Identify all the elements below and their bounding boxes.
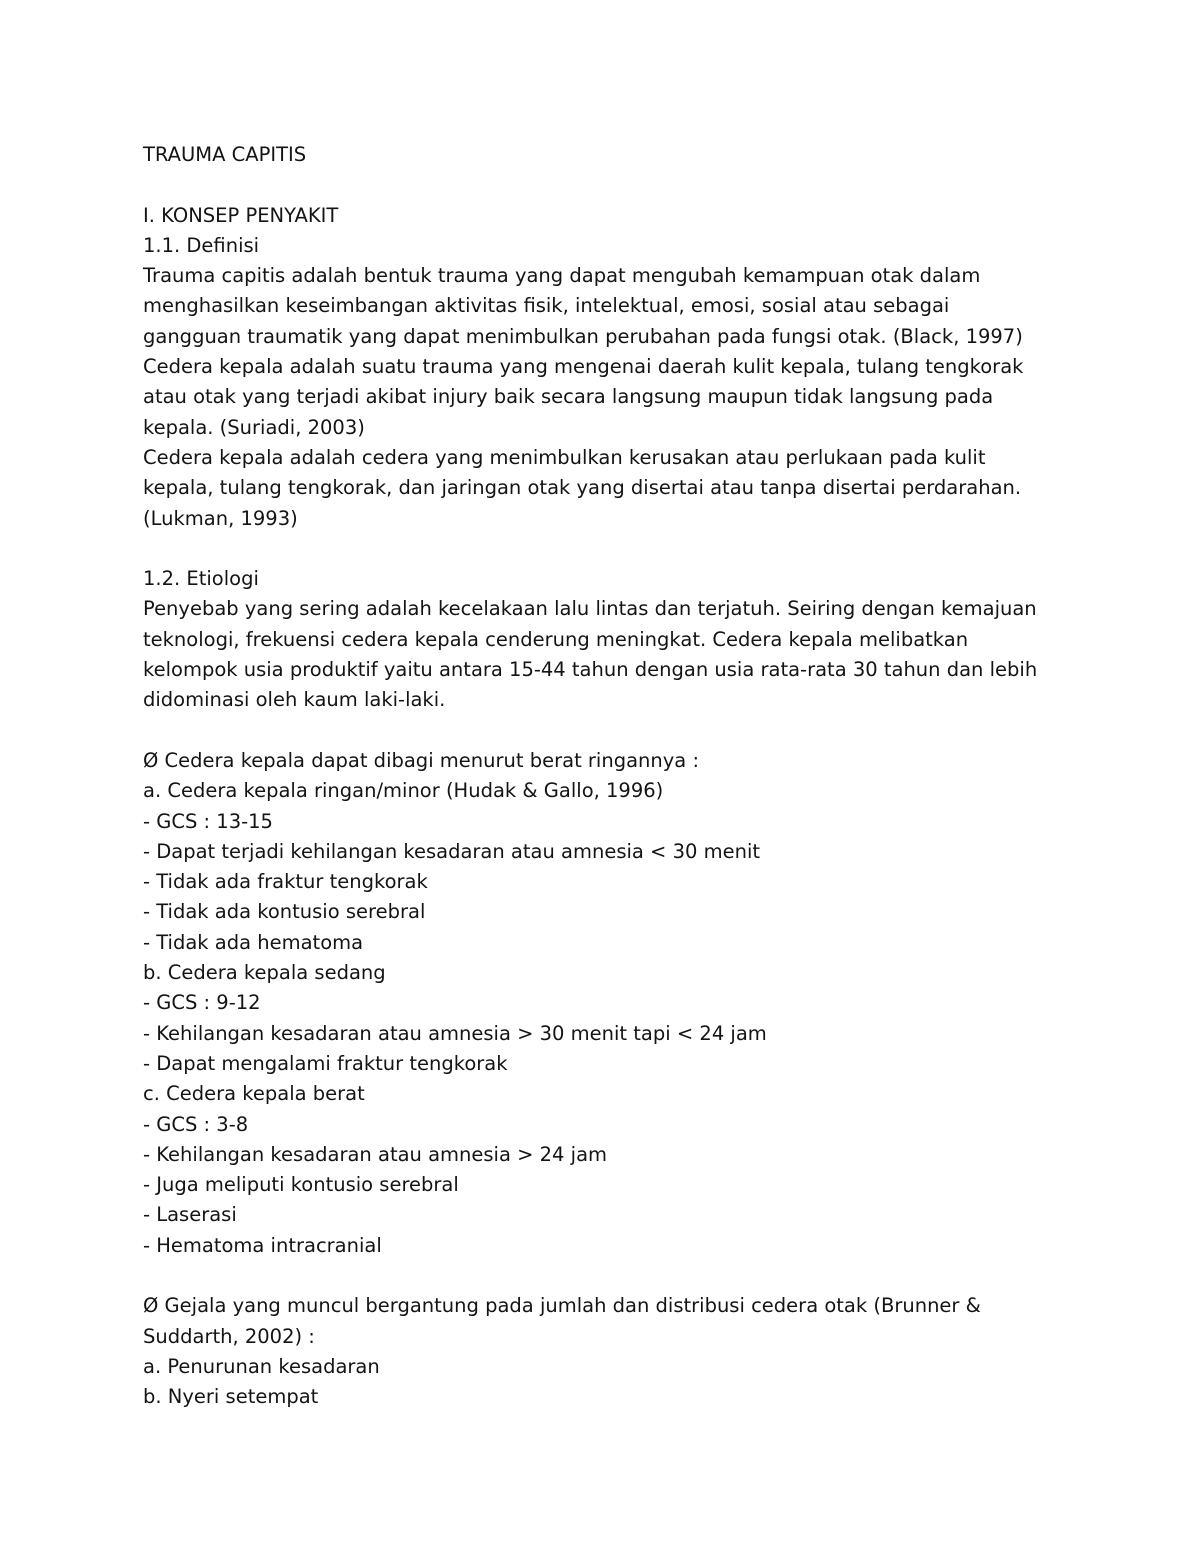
paragraph-line: kepala, tulang tengkorak, dan jaringan otak yang disertai atau tanpa disertai perdarahan. [143, 476, 1022, 500]
blank-line [143, 170, 1083, 200]
document-body [143, 140, 1083, 1412]
list-item: - Laserasi [143, 1203, 237, 1227]
list-item: Ø Cedera kepala dapat dibagi menurut berat ringannya : [143, 748, 700, 772]
list-item: a. Penurunan kesadaran [143, 1354, 380, 1378]
list-item: - Dapat terjadi kehilangan kesadaran atau amnesia < 30 menit [143, 839, 761, 863]
list-item: - GCS : 9-12 [143, 991, 261, 1015]
list-item: Suddarth, 2002) : [143, 1324, 315, 1348]
list-item: b. Nyeri setempat [143, 1385, 319, 1409]
list-item: b. Cedera kepala sedang [143, 961, 386, 985]
list-item: - Tidak ada hematoma [143, 930, 364, 954]
section-heading: I. KONSEP PENYAKIT [143, 203, 339, 227]
list-item: - GCS : 3-8 [143, 1112, 249, 1136]
paragraph-line: menghasilkan keseimbangan aktivitas fisik, intelektual, emosi, sosial atau sebagai [143, 294, 950, 318]
definisi-heading: 1.1. Definisi [143, 233, 260, 257]
paragraph-line: Cedera kepala adalah suatu trauma yang mengenai daerah kulit kepala, tulang tengkorak [143, 355, 1024, 379]
list-item: - Tidak ada fraktur tengkorak [143, 870, 428, 894]
list-item: - GCS : 13-15 [143, 809, 273, 833]
list-item: - Kehilangan kesadaran atau amnesia > 24 jam [143, 1142, 608, 1166]
paragraph-line: atau otak yang terjadi akibat injury baik secara langsung maupun tidak langsung pada [143, 385, 994, 409]
paragraph-line: kepala. (Suriadi, 2003) [143, 415, 365, 439]
blank-line [143, 534, 1083, 564]
paragraph-line: gangguan traumatik yang dapat menimbulkan perubahan pada fungsi otak. (Black, 1997) [143, 324, 1023, 348]
blank-line [143, 716, 1083, 746]
blank-line [143, 1261, 1083, 1291]
list-item: a. Cedera kepala ringan/minor (Hudak & Gallo, 1996) [143, 779, 664, 803]
paragraph-line: didominasi oleh kaum laki-laki. [143, 688, 446, 712]
list-item: - Hematoma intracranial [143, 1233, 382, 1257]
paragraph-line: kelompok usia produktif yaitu antara 15-44 tahun dengan usia rata-rata 30 tahun dan lebih [143, 658, 1038, 682]
paragraph-line: teknologi, frekuensi cedera kepala cenderung meningkat. Cedera kepala melibatkan [143, 627, 969, 651]
etiologi-heading: 1.2. Etiologi [143, 567, 259, 591]
list-item: - Kehilangan kesadaran atau amnesia > 30 menit tapi < 24 jam [143, 1021, 767, 1045]
paragraph-line: (Lukman, 1993) [143, 506, 298, 530]
list-item: - Dapat mengalami fraktur tengkorak [143, 1051, 508, 1075]
paragraph-line: Cedera kepala adalah cedera yang menimbulkan kerusakan atau perlukaan pada kulit [143, 445, 986, 469]
paragraph-line: Penyebab yang sering adalah kecelakaan lalu lintas dan terjatuh. Seiring dengan kemajuan [143, 597, 1037, 621]
document-title: TRAUMA CAPITIS [143, 143, 307, 166]
list-item: - Juga meliputi kontusio serebral [143, 1173, 459, 1197]
list-item: Ø Gejala yang muncul bergantung pada jumlah dan distribusi cedera otak (Brunner & [143, 1294, 981, 1318]
paragraph-line: Trauma capitis adalah bentuk trauma yang dapat mengubah kemampuan otak dalam [143, 264, 981, 288]
list-item: - Tidak ada kontusio serebral [143, 900, 426, 924]
list-item: c. Cedera kepala berat [143, 1082, 365, 1106]
